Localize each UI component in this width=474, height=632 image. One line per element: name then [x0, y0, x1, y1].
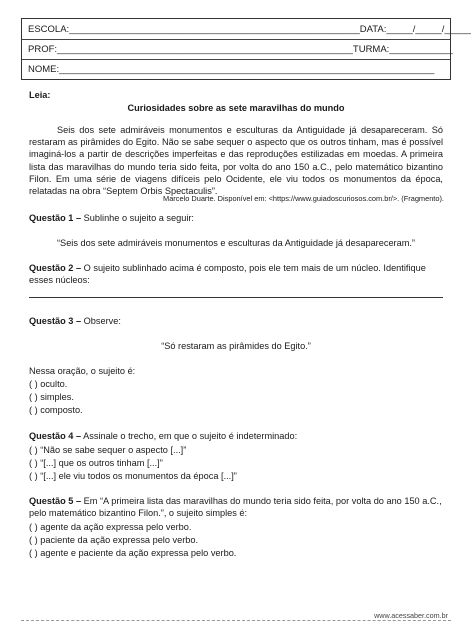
question-5-text: Em “A primeira lista das maravilhas do mundo teria sido feita, por volta do ano 150 a.C., pelo matemático bizantino Filon.”, o sujeito simples é:	[29, 496, 442, 519]
question-5-label: Questão 5 –	[29, 496, 82, 506]
question-3-prompt: Nessa oração, o sujeito é:	[29, 366, 136, 376]
question-3-option[interactable]: ( ) oculto.	[29, 379, 68, 389]
header-divider	[22, 59, 450, 60]
answer-line[interactable]	[29, 297, 443, 298]
question-5-option[interactable]: ( ) agente e paciente da ação expressa pelo verbo.	[29, 548, 237, 558]
question-3-quote: “Só restaram as pirâmides do Egito.”	[161, 341, 311, 351]
reading-label: Leia:	[29, 90, 51, 100]
prof-turma-field[interactable]: PROF:________________________________________________________TURMA:____________	[28, 44, 453, 55]
question-1	[29, 212, 194, 224]
question-2-label: Questão 2 –	[29, 263, 82, 273]
reading-source: Marcelo Duarte. Disponível em: <https://www.guiadoscuriosos.com.br/>. (Fragmento).	[163, 194, 444, 203]
question-3-option[interactable]: ( ) simples.	[29, 392, 74, 402]
question-4-label: Questão 4 –	[29, 431, 82, 441]
footer-url: www.acessaber.com.br	[374, 611, 448, 620]
question-3	[29, 315, 121, 327]
question-5-option[interactable]: ( ) agente da ação expressa pelo verbo.	[29, 522, 192, 532]
question-1-text: Sublinhe o sujeito a seguir:	[81, 213, 194, 223]
question-1-quote: “Seis dos sete admiráveis monumentos e esculturas da Antiguidade já desapareceram.”	[57, 238, 415, 248]
question-3-text: Observe:	[81, 316, 121, 326]
nome-field[interactable]: NOME:_______________________________________________________________________	[28, 64, 435, 75]
question-3-option[interactable]: ( ) composto.	[29, 405, 83, 415]
question-5-option[interactable]: ( ) paciente da ação expressa pelo verbo.	[29, 535, 199, 545]
page-bottom-border	[21, 620, 451, 621]
header-box	[21, 18, 471, 80]
question-2	[29, 262, 443, 286]
question-4-option[interactable]: ( ) “Não se sabe sequer o aspecto [...]”	[29, 445, 187, 455]
question-4	[29, 430, 297, 442]
question-4-option[interactable]: ( ) “[...] que os outros tinham [...]”	[29, 458, 163, 468]
question-5	[29, 495, 443, 519]
question-3-label: Questão 3 –	[29, 316, 82, 326]
header-divider	[22, 39, 450, 40]
question-4-option[interactable]: ( ) “[...] ele viu todos os monumentos da época [...]”	[29, 471, 237, 481]
question-2-text: O sujeito sublinhado acima é composto, pois ele tem mais de um núcleo. Identifique esses núcleos:	[29, 263, 426, 286]
escola-data-field[interactable]: ESCOLA:_______________________________________________________DATA:_____/_____/_____	[28, 24, 471, 35]
reading-title: Curiosidades sobre as sete maravilhas do mundo	[127, 103, 345, 113]
question-1-label: Questão 1 –	[29, 213, 82, 223]
reading-paragraph: Seis dos sete admiráveis monumentos e esculturas da Antiguidade já desapareceram. Só restaram as pirâmides do Egito. Não se sabe sequer o aspecto que os outros tinham, mas é possível imaginá-los a partir de descrições imperfeitas e das reproduções estilizadas em moedas. A primeira lista das maravilhas do mundo teria sido feita, por volta do ano 150 a.C., pelo matemático bizantino Filon. Em uma série de viagens difíceis pelo Ocidente, ele viu todos os monumentos da época, relatadas na obra “Septem Orbis Spectaculis”.	[29, 125, 443, 197]
question-4-text: Assinale o trecho, em que o sujeito é indeterminado:	[81, 431, 298, 441]
